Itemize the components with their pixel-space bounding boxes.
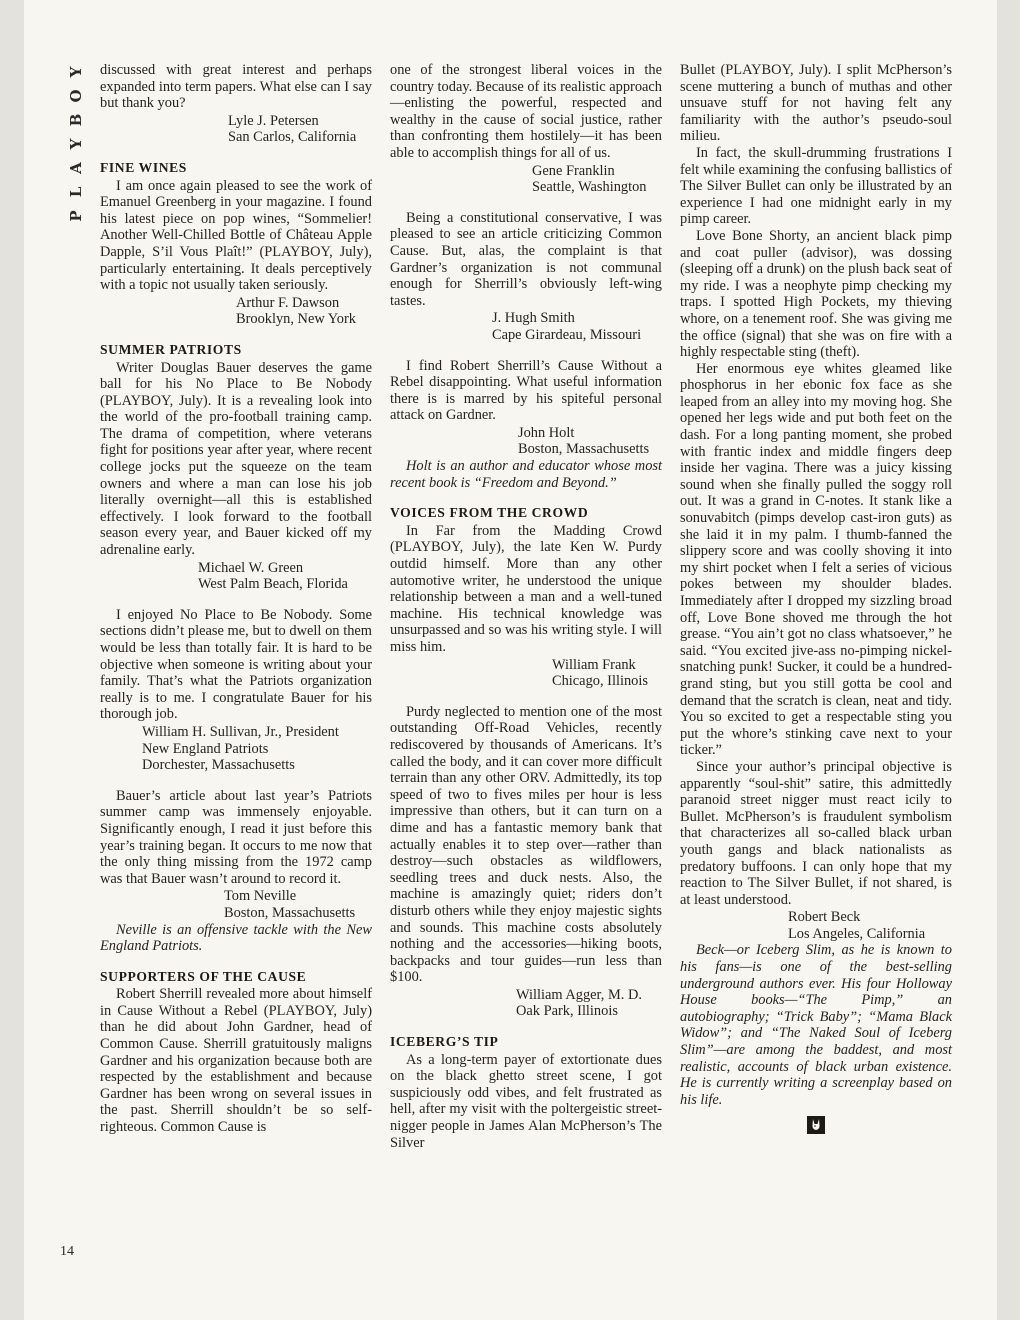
- signature-name: Tom Neville: [224, 888, 297, 905]
- letter-signature: [532, 163, 662, 196]
- sidebar-letter: L: [67, 186, 85, 198]
- page-number: 14: [60, 1244, 74, 1259]
- letter-paragraph: Since your author’s principal objective is apparently “soul-shit” satire, this admittedly paranoid street nigger must react icily to Bullet. McPherson’s is fraudulent symbolism that characterizes all so-called black urban youth gangs and black nationalists as predatory buffoons. I can only hope that my reaction to The Silver Bullet, if not shared, is at least understood.: [680, 758, 952, 908]
- sidebar-letter: Y: [67, 66, 85, 78]
- signature-name: John Holt: [518, 424, 575, 441]
- sidebar-letter: O: [67, 89, 85, 103]
- letter-signature: [236, 295, 372, 328]
- signature-place: West Palm Beach, Florida: [198, 576, 348, 593]
- letter-signature: [228, 113, 372, 146]
- signature-place: San Carlos, California: [228, 129, 357, 146]
- column-2: [390, 62, 662, 1151]
- signature-org: New England Patriots: [142, 740, 269, 757]
- letter-signature: [198, 560, 372, 593]
- signature-name: J. Hugh Smith: [492, 310, 575, 327]
- letter-paragraph: As a long-term payer of extortionate dues on the black ghetto street scene, I got suspiciously odd vibes, and felt frustrated as hell, after my visit with the poltergeistic street-nigger people in James Alan McPherson’s The Silver: [390, 1051, 662, 1151]
- signature-name: Lyle J. Petersen: [228, 112, 319, 129]
- letter-paragraph: discussed with great interest and perhaps expanded into term papers. What else can I say but thank you?: [100, 62, 372, 112]
- signature-name: William Frank: [552, 656, 636, 673]
- signature-name: Robert Beck: [788, 909, 861, 926]
- magazine-name-vertical: [64, 60, 88, 230]
- signature-place: Boston, Massachusetts: [518, 441, 650, 458]
- signature-place: Chicago, Illinois: [552, 673, 648, 690]
- letter-signature: [224, 888, 372, 921]
- sidebar-letter: Y: [67, 138, 85, 150]
- letter-paragraph: I am once again pleased to see the work of Emanuel Greenberg in your magazine. I found his latest piece on pop wines, “Sommelier! Another Well-Chilled Bottle of Château Apple Dapple, S’il Vous Plaît!” (PLAYBOY, July), particularly entertaining. It deals perceptively with a topic not usually taken seriously.: [100, 177, 372, 294]
- letter-paragraph: I enjoyed No Place to Be Nobody. Some sections didn’t please me, but to dwell on them would be less than totally fair. It is hard to be objective when someone is writing about your family. That’s what the Patriots organization really is to me. I congratulate Bauer for his thorough job.: [100, 606, 372, 723]
- letter-signature: [516, 987, 662, 1020]
- letter-paragraph: Love Bone Shorty, an ancient black pimp and coat puller (advisor), was dossing (sleeping off a drunk) on the plush back seat of my ride. I was a neophyte pimp checking my traps. I spotted High Pockets, my thieving whore, on a tenement roof. She was giving me the office (signal) that she was on fire with a highly respectable sting (theft).: [680, 227, 952, 361]
- signature-name: Michael W. Green: [198, 559, 304, 576]
- signature-place: Cape Girardeau, Missouri: [492, 326, 642, 343]
- letter-paragraph: Robert Sherrill revealed more about himself in Cause Without a Rebel (PLAYBOY, July) than he did about John Gardner, head of Common Cause. Sherrill gratuitously maligns Gardner and his organization because both are respected by the establishment and because Gardner has been wrong on several issues in the past. Sherrill shouldn’t be so self-righteous. Common Cause is: [100, 986, 372, 1136]
- signature-place: Dorchester, Massachusetts: [142, 757, 295, 774]
- letter-signature: [492, 310, 662, 343]
- signature-place: Seattle, Washington: [532, 179, 647, 196]
- letter-signature: [142, 724, 372, 774]
- signature-place: Los Angeles, California: [788, 925, 926, 942]
- signature-name: William H. Sullivan, Jr., President: [142, 723, 339, 740]
- editor-note: Beck—or Iceberg Slim, as he is known to his fans—is one of the best-selling underground authors ever. His four Holloway House books—“The Pimp,” an autobiography; “Trick Baby”; “Mama Black Widow”; and “The Naked Soul of Iceberg Slim”—are among the baddest, and most realistic, accounts of black urban existence. He is currently writing a screenplay based on his life.: [680, 942, 952, 1108]
- sidebar-letter: A: [67, 162, 85, 174]
- letter-paragraph: Being a constitutional conservative, I was pleased to see an article criticizing Common Cause. But, alas, the complaint is that Gardner’s organization is not communal enough for Sherrill’s obviously left-wing tastes.: [390, 209, 662, 309]
- letter-paragraph: Bauer’s article about last year’s Patriots summer camp was immensely enjoyable. Significantly enough, I read it just before this year’s training began. It occurs to me now that the only thing missing from the 1972 camp was that Bauer wasn’t around to record it.: [100, 787, 372, 887]
- editor-note: Neville is an offensive tackle with the New England Patriots.: [100, 921, 372, 955]
- rabbit-head-logo-icon: [807, 1116, 825, 1134]
- editor-note: Holt is an author and educator whose most recent book is “Freedom and Beyond.”: [390, 458, 662, 491]
- letter-paragraph: Her enormous eye whites gleamed like phosphorus in her ebonic fox face as she leaped from an alley into my moving hog. She opened her legs wide and put both feet on the dash. For a long panting moment, she probed with frantic index and middle fingers deep inside her vagina. There was a juicy kissing sound when she finally pulled the soggy roll out. It was a grand in C-notes. It stank like a sonuvabitch (pimps develop cast-iron guts) as she laid it in my palm. I thumb-fanned the slippery score and was coolly shoving it into my shirt pocket when I felt a series of vicious pokes between my shoulder blades. Immediately after I dropped my sizzling broad off, Love Bone shoved me through the hot grease. “You ain’t got no class whatsoever,” he said. “You excited jive-ass no-pimping nickel-snatching punk! Sucker, it could be a hundred-grand sting, but you still gotta be cool and demand that the scratch is clean, neat and tidy. You so excited to get a respectable sting you put the whore’s stinking cave next to your ticker.”: [680, 360, 952, 759]
- signature-name: Gene Franklin: [532, 162, 615, 179]
- section-heading: FINE WINES: [100, 159, 187, 175]
- letter-signature: [518, 425, 662, 458]
- section-heading: VOICES FROM THE CROWD: [390, 505, 589, 521]
- section-heading: ICEBERG’S TIP: [390, 1034, 499, 1050]
- sidebar-letter: P: [67, 210, 85, 222]
- letter-paragraph: I find Robert Sherrill’s Cause Without a Rebel disappointing. What useful information there is is marred by his spiteful personal attack on Gardner.: [390, 357, 662, 424]
- signature-name: William Agger, M. D.: [516, 986, 642, 1003]
- letter-paragraph: In Far from the Madding Crowd (PLAYBOY, July), the late Ken W. Purdy outdid himself. More than any other automotive writer, he understood the unique relationship between a man and a well-tuned machine. His technical knowledge was unsurpassed and so was his writing style. I will miss him.: [390, 522, 662, 655]
- letter-paragraph: one of the strongest liberal voices in the country today. Because of its realistic approach—enlisting the powerful, respected and wealthy in the cause of social justice, rather than confronting them hostilely—it has been able to accomplish things for all of us.: [390, 62, 662, 161]
- sidebar-letter: B: [67, 113, 85, 127]
- section-heading: SUMMER PATRIOTS: [100, 341, 242, 357]
- letter-paragraph: Writer Douglas Bauer deserves the game ball for his No Place to Be Nobody (PLAYBOY, July). It is a revealing look into the world of the pro-football training camp. The drama of competition, where veterans fight for positions year after year, where recent college jocks put the squeeze on the team owners and where a man can lose his job literally overnight—all this is established effectively. I look forward to the football season every year, and Bauer kicked off my adrenaline early.: [100, 359, 372, 559]
- letter-paragraph: Bullet (PLAYBOY, July). I split McPherson’s scene muttering a bunch of muthas and other unsuave stuff for not having felt any familiarity with the author’s pseudo-soul milieu.: [680, 62, 952, 145]
- signature-place: Brooklyn, New York: [236, 311, 356, 328]
- column-3: [680, 62, 952, 1134]
- letter-signature: [788, 909, 952, 942]
- signature-place: Oak Park, Illinois: [516, 1003, 618, 1020]
- signature-name: Arthur F. Dawson: [236, 294, 340, 311]
- section-heading: SUPPORTERS OF THE CAUSE: [100, 968, 307, 984]
- letter-paragraph: Purdy neglected to mention one of the most outstanding Off-Road Vehicles, recently rediscovered by thousands of Americans. It’s called the body, and it can cover more difficult terrain than any other ORV. Admittedly, its top speed of two to fives miles per hour is less impressive than others, but it can turn on a dime and has a fantastic memory bank that actually enables it to step over—rather than destroy—such obstacles as wildflowers, seedling trees and duck nests. Also, the machine is amazingly quiet; riders don’t disturb others while they enjoy majestic sights and sounds. This machine costs absolutely nothing and the accessories—hiking boots, backpacks and tour guides—run less than $100.: [390, 703, 662, 986]
- letter-paragraph: In fact, the skull-drumming frustrations I felt while examining the confusing ballistics of The Silver Bullet can only be illustrated by an experience I had one midnight early in my pimp career.: [680, 144, 952, 228]
- signature-place: Boston, Massachusetts: [224, 904, 356, 921]
- column-1: [100, 62, 372, 1136]
- letter-signature: [552, 657, 662, 690]
